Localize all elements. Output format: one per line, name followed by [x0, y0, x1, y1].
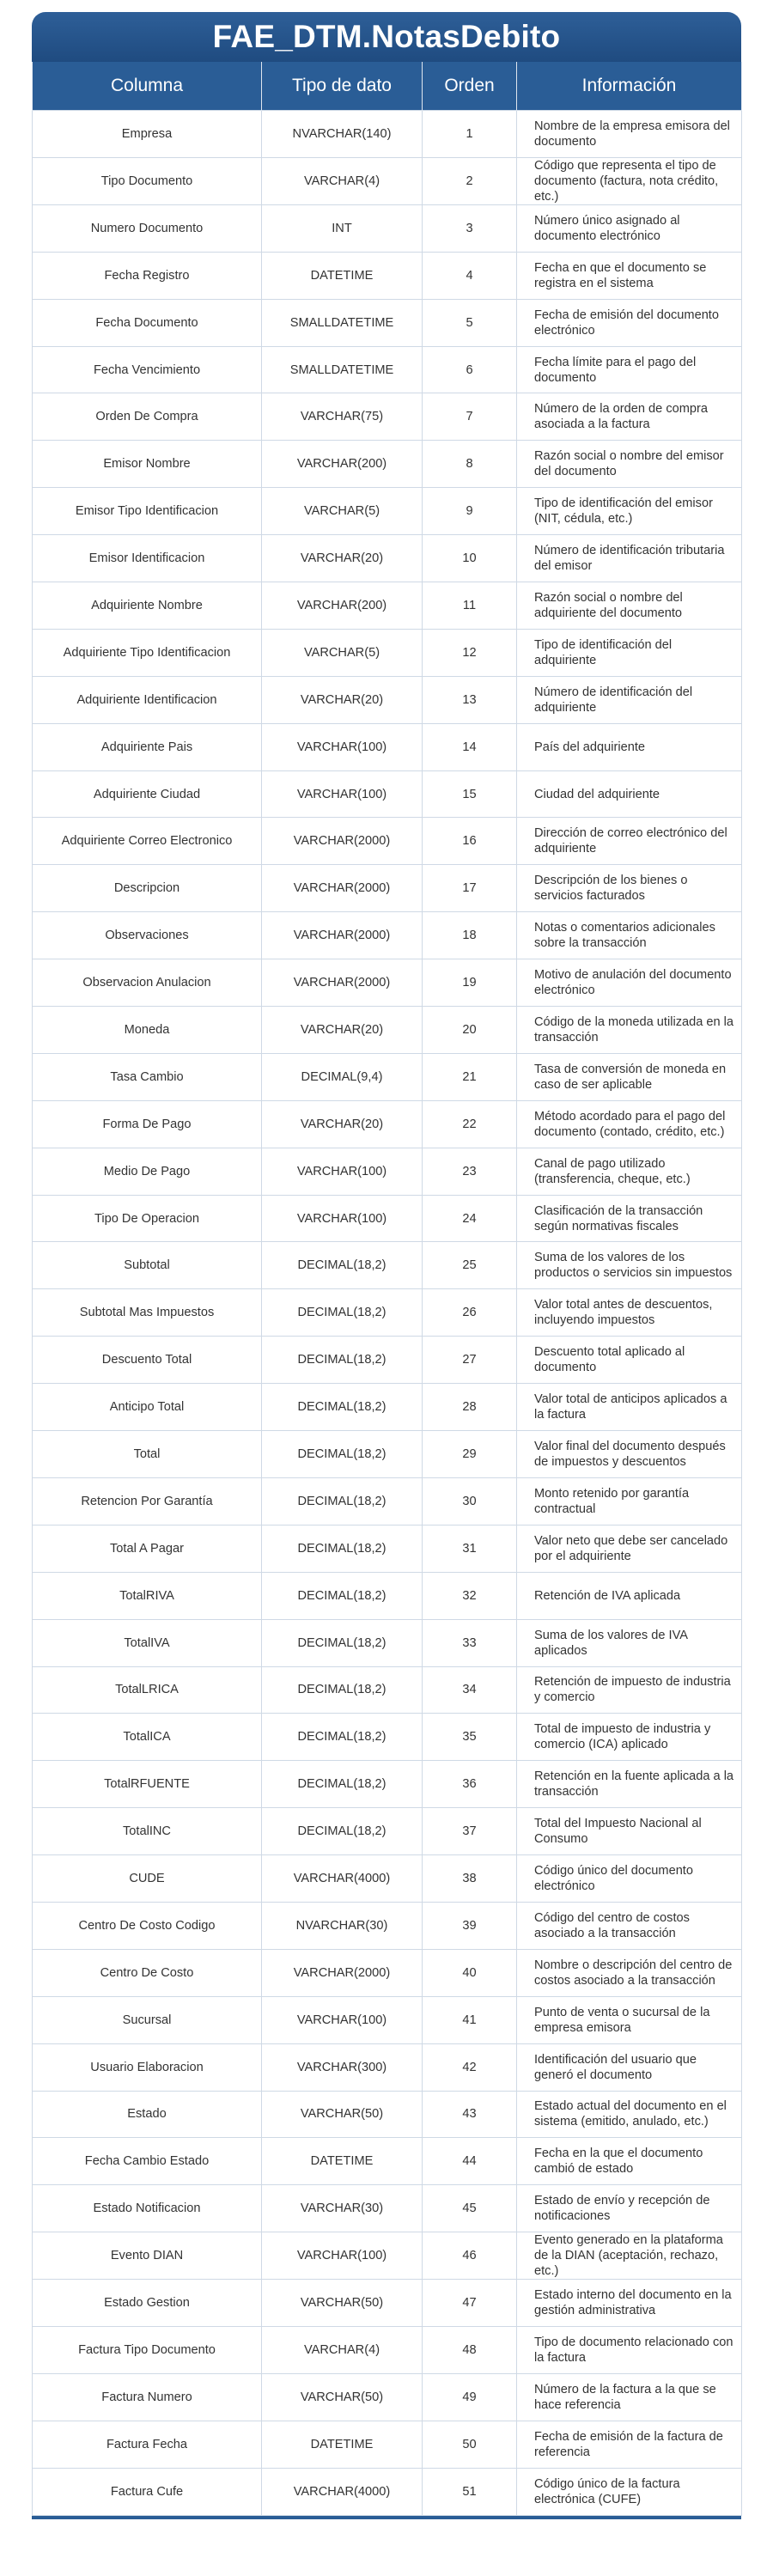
cell-tipo-de-dato: DECIMAL(18,2) — [262, 1572, 423, 1619]
cell-orden: 21 — [423, 1053, 517, 1100]
cell-columna: Orden De Compra — [33, 393, 262, 441]
cell-tipo-de-dato: VARCHAR(2000) — [262, 818, 423, 865]
cell-informacion: Punto de venta o sucursal de la empresa emisora — [517, 1996, 742, 2043]
cell-orden: 18 — [423, 912, 517, 959]
cell-tipo-de-dato: VARCHAR(50) — [262, 2280, 423, 2327]
cell-tipo-de-dato: VARCHAR(100) — [262, 1996, 423, 2043]
cell-informacion: Evento generado en la plataforma de la DIAN (aceptación, rechazo, etc.) — [517, 2232, 742, 2280]
cell-orden: 12 — [423, 629, 517, 676]
table-row — [33, 1053, 742, 1100]
cell-informacion: Fecha límite para el pago del documento — [517, 346, 742, 393]
cell-orden: 23 — [423, 1148, 517, 1195]
table-row — [33, 676, 742, 723]
cell-tipo-de-dato: NVARCHAR(30) — [262, 1902, 423, 1949]
cell-orden: 14 — [423, 723, 517, 770]
cell-tipo-de-dato: VARCHAR(4) — [262, 157, 423, 204]
cell-orden: 17 — [423, 865, 517, 912]
cell-informacion: Razón social o nombre del adquiriente del documento — [517, 582, 742, 630]
cell-informacion: Retención de IVA aplicada — [517, 1572, 742, 1619]
cell-orden: 47 — [423, 2280, 517, 2327]
cell-tipo-de-dato: DECIMAL(18,2) — [262, 1808, 423, 1855]
table-row — [33, 111, 742, 158]
cell-tipo-de-dato: DECIMAL(18,2) — [262, 1477, 423, 1525]
cell-columna: Estado Notificacion — [33, 2185, 262, 2232]
cell-tipo-de-dato: DECIMAL(18,2) — [262, 1242, 423, 1289]
cell-orden: 24 — [423, 1195, 517, 1242]
cell-tipo-de-dato: VARCHAR(100) — [262, 1195, 423, 1242]
cell-tipo-de-dato: DECIMAL(9,4) — [262, 1053, 423, 1100]
cell-columna: Tasa Cambio — [33, 1053, 262, 1100]
cell-tipo-de-dato: DECIMAL(18,2) — [262, 1761, 423, 1808]
cell-orden: 10 — [423, 535, 517, 582]
cell-tipo-de-dato: VARCHAR(4000) — [262, 1855, 423, 1903]
cell-informacion: Código del centro de costos asociado a la transacción — [517, 1902, 742, 1949]
table-row — [33, 2185, 742, 2232]
cell-informacion: Valor final del documento después de impuestos y descuentos — [517, 1431, 742, 1478]
cell-columna: Centro De Costo — [33, 1949, 262, 1996]
cell-tipo-de-dato: INT — [262, 204, 423, 252]
cell-columna: Observacion Anulacion — [33, 959, 262, 1007]
cell-orden: 13 — [423, 676, 517, 723]
cell-orden: 27 — [423, 1337, 517, 1384]
cell-orden: 31 — [423, 1525, 517, 1572]
table-row — [33, 959, 742, 1007]
table-row — [33, 1761, 742, 1808]
cell-orden: 46 — [423, 2232, 517, 2280]
cell-orden: 36 — [423, 1761, 517, 1808]
cell-informacion: Código único del documento electrónico — [517, 1855, 742, 1903]
cell-tipo-de-dato: VARCHAR(50) — [262, 2091, 423, 2138]
cell-orden: 44 — [423, 2138, 517, 2185]
cell-columna: Emisor Identificacion — [33, 535, 262, 582]
cell-tipo-de-dato: VARCHAR(2000) — [262, 912, 423, 959]
table-row — [33, 1289, 742, 1337]
cell-columna: Empresa — [33, 111, 262, 158]
cell-informacion: Clasificación de la transacción según normativas fiscales — [517, 1195, 742, 1242]
cell-tipo-de-dato: VARCHAR(200) — [262, 441, 423, 488]
cell-columna: TotalLRICA — [33, 1666, 262, 1714]
table-row — [33, 299, 742, 346]
cell-columna: Adquiriente Identificacion — [33, 676, 262, 723]
table-row — [33, 865, 742, 912]
cell-columna: Estado — [33, 2091, 262, 2138]
table-row — [33, 2373, 742, 2421]
cell-columna: Emisor Nombre — [33, 441, 262, 488]
columns-table — [32, 62, 742, 2516]
cell-tipo-de-dato: DECIMAL(18,2) — [262, 1525, 423, 1572]
cell-tipo-de-dato: VARCHAR(5) — [262, 488, 423, 535]
cell-informacion: Fecha de emisión del documento electrónico — [517, 299, 742, 346]
cell-columna: Adquiriente Pais — [33, 723, 262, 770]
cell-columna: Fecha Registro — [33, 252, 262, 299]
cell-informacion: Total del Impuesto Nacional al Consumo — [517, 1808, 742, 1855]
cell-informacion: Código único de la factura electrónica (CUFE) — [517, 2468, 742, 2515]
table-row — [33, 393, 742, 441]
cell-orden: 51 — [423, 2468, 517, 2515]
cell-informacion: Método acordado para el pago del documento (contado, crédito, etc.) — [517, 1100, 742, 1148]
cell-informacion: Descripción de los bienes o servicios facturados — [517, 865, 742, 912]
cell-informacion: Fecha en que el documento se registra en el sistema — [517, 252, 742, 299]
table-row — [33, 1808, 742, 1855]
cell-informacion: Nombre o descripción del centro de costos asociado a la transacción — [517, 1949, 742, 1996]
cell-columna: Fecha Cambio Estado — [33, 2138, 262, 2185]
cell-columna: Numero Documento — [33, 204, 262, 252]
cell-orden: 26 — [423, 1289, 517, 1337]
cell-informacion: Razón social o nombre del emisor del documento — [517, 441, 742, 488]
cell-informacion: Descuento total aplicado al documento — [517, 1337, 742, 1384]
table-row — [33, 1195, 742, 1242]
cell-orden: 33 — [423, 1619, 517, 1666]
cell-columna: Fecha Vencimiento — [33, 346, 262, 393]
table-row — [33, 582, 742, 630]
cell-informacion: Fecha en la que el documento cambió de estado — [517, 2138, 742, 2185]
cell-tipo-de-dato: VARCHAR(2000) — [262, 865, 423, 912]
table-row — [33, 1148, 742, 1195]
cell-tipo-de-dato: DECIMAL(18,2) — [262, 1666, 423, 1714]
table-row — [33, 2280, 742, 2327]
table-container — [32, 12, 741, 2519]
cell-orden: 22 — [423, 1100, 517, 1148]
cell-informacion: Nombre de la empresa emisora del documento — [517, 111, 742, 158]
cell-orden: 7 — [423, 393, 517, 441]
table-row — [33, 1525, 742, 1572]
cell-columna: Factura Cufe — [33, 2468, 262, 2515]
cell-orden: 49 — [423, 2373, 517, 2421]
cell-columna: Factura Tipo Documento — [33, 2327, 262, 2374]
cell-informacion: Número de identificación tributaria del emisor — [517, 535, 742, 582]
cell-informacion: Monto retenido por garantía contractual — [517, 1477, 742, 1525]
table-row — [33, 252, 742, 299]
table-row — [33, 1949, 742, 1996]
cell-columna: Evento DIAN — [33, 2232, 262, 2280]
table-row — [33, 912, 742, 959]
cell-tipo-de-dato: SMALLDATETIME — [262, 299, 423, 346]
table-row — [33, 1477, 742, 1525]
table-row — [33, 1337, 742, 1384]
header-informacion: Información — [517, 62, 742, 111]
table-row — [33, 723, 742, 770]
cell-informacion: Total de impuesto de industria y comercio (ICA) aplicado — [517, 1714, 742, 1761]
cell-informacion: Valor neto que debe ser cancelado por el adquiriente — [517, 1525, 742, 1572]
cell-tipo-de-dato: VARCHAR(200) — [262, 582, 423, 630]
table-row — [33, 770, 742, 818]
table-row — [33, 1100, 742, 1148]
table-row — [33, 157, 742, 204]
cell-columna: Medio De Pago — [33, 1148, 262, 1195]
cell-informacion: Número único asignado al documento electrónico — [517, 204, 742, 252]
cell-informacion: Dirección de correo electrónico del adquiriente — [517, 818, 742, 865]
table-row — [33, 535, 742, 582]
cell-orden: 16 — [423, 818, 517, 865]
cell-tipo-de-dato: VARCHAR(20) — [262, 1007, 423, 1054]
cell-orden: 8 — [423, 441, 517, 488]
cell-informacion: Notas o comentarios adicionales sobre la transacción — [517, 912, 742, 959]
cell-orden: 2 — [423, 157, 517, 204]
table-row — [33, 1242, 742, 1289]
table-row — [33, 2327, 742, 2374]
cell-tipo-de-dato: DECIMAL(18,2) — [262, 1337, 423, 1384]
cell-columna: Anticipo Total — [33, 1384, 262, 1431]
cell-columna: Subtotal — [33, 1242, 262, 1289]
cell-columna: Tipo Documento — [33, 157, 262, 204]
cell-tipo-de-dato: VARCHAR(20) — [262, 1100, 423, 1148]
cell-columna: Adquiriente Correo Electronico — [33, 818, 262, 865]
table-row — [33, 2138, 742, 2185]
table-row — [33, 2468, 742, 2515]
cell-informacion: Estado interno del documento en la gestión administrativa — [517, 2280, 742, 2327]
cell-orden: 1 — [423, 111, 517, 158]
table-row — [33, 2421, 742, 2468]
header-tipo-de-dato: Tipo de dato — [262, 62, 423, 111]
cell-orden: 41 — [423, 1996, 517, 2043]
table-row — [33, 346, 742, 393]
cell-informacion: Tipo de identificación del emisor (NIT, cédula, etc.) — [517, 488, 742, 535]
table-row — [33, 1902, 742, 1949]
cell-informacion: Retención en la fuente aplicada a la transacción — [517, 1761, 742, 1808]
cell-informacion: Valor total antes de descuentos, incluyendo impuestos — [517, 1289, 742, 1337]
cell-tipo-de-dato: VARCHAR(4) — [262, 2327, 423, 2374]
cell-orden: 19 — [423, 959, 517, 1007]
cell-informacion: Suma de los valores de los productos o servicios sin impuestos — [517, 1242, 742, 1289]
cell-columna: Fecha Documento — [33, 299, 262, 346]
cell-tipo-de-dato: VARCHAR(75) — [262, 393, 423, 441]
cell-informacion: Suma de los valores de IVA aplicados — [517, 1619, 742, 1666]
cell-informacion: Tipo de documento relacionado con la factura — [517, 2327, 742, 2374]
cell-informacion: Número de la factura a la que se hace referencia — [517, 2373, 742, 2421]
cell-informacion: Tipo de identificación del adquiriente — [517, 629, 742, 676]
cell-columna: TotalIVA — [33, 1619, 262, 1666]
cell-tipo-de-dato: VARCHAR(2000) — [262, 959, 423, 1007]
cell-tipo-de-dato: VARCHAR(4000) — [262, 2468, 423, 2515]
cell-tipo-de-dato: DECIMAL(18,2) — [262, 1384, 423, 1431]
cell-tipo-de-dato: VARCHAR(30) — [262, 2185, 423, 2232]
cell-informacion: Estado actual del documento en el sistema (emitido, anulado, etc.) — [517, 2091, 742, 2138]
header-columna: Columna — [33, 62, 262, 111]
cell-orden: 43 — [423, 2091, 517, 2138]
cell-orden: 32 — [423, 1572, 517, 1619]
cell-informacion: Canal de pago utilizado (transferencia, cheque, etc.) — [517, 1148, 742, 1195]
cell-columna: TotalRFUENTE — [33, 1761, 262, 1808]
table-body — [33, 111, 742, 2516]
table-row — [33, 629, 742, 676]
table-row — [33, 1666, 742, 1714]
cell-orden: 50 — [423, 2421, 517, 2468]
cell-tipo-de-dato: VARCHAR(300) — [262, 2043, 423, 2091]
cell-columna: Centro De Costo Codigo — [33, 1902, 262, 1949]
cell-columna: Total A Pagar — [33, 1525, 262, 1572]
cell-orden: 3 — [423, 204, 517, 252]
cell-orden: 35 — [423, 1714, 517, 1761]
cell-informacion: Ciudad del adquiriente — [517, 770, 742, 818]
cell-orden: 20 — [423, 1007, 517, 1054]
table-row — [33, 441, 742, 488]
table-row — [33, 488, 742, 535]
cell-orden: 5 — [423, 299, 517, 346]
cell-orden: 38 — [423, 1855, 517, 1903]
table-row — [33, 1007, 742, 1054]
cell-orden: 29 — [423, 1431, 517, 1478]
cell-orden: 30 — [423, 1477, 517, 1525]
cell-orden: 37 — [423, 1808, 517, 1855]
cell-tipo-de-dato: DECIMAL(18,2) — [262, 1619, 423, 1666]
cell-columna: Tipo De Operacion — [33, 1195, 262, 1242]
cell-tipo-de-dato: VARCHAR(20) — [262, 676, 423, 723]
cell-columna: Factura Numero — [33, 2373, 262, 2421]
cell-tipo-de-dato: VARCHAR(100) — [262, 770, 423, 818]
cell-tipo-de-dato: VARCHAR(100) — [262, 1148, 423, 1195]
table-row — [33, 1714, 742, 1761]
table-row — [33, 1384, 742, 1431]
cell-orden: 25 — [423, 1242, 517, 1289]
cell-informacion: Tasa de conversión de moneda en caso de ser aplicable — [517, 1053, 742, 1100]
cell-orden: 9 — [423, 488, 517, 535]
cell-tipo-de-dato: VARCHAR(2000) — [262, 1949, 423, 1996]
cell-informacion: Código de la moneda utilizada en la transacción — [517, 1007, 742, 1054]
cell-tipo-de-dato: VARCHAR(100) — [262, 2232, 423, 2280]
table-row — [33, 2232, 742, 2280]
cell-informacion: Fecha de emisión de la factura de referencia — [517, 2421, 742, 2468]
cell-tipo-de-dato: VARCHAR(20) — [262, 535, 423, 582]
table-row — [33, 1996, 742, 2043]
cell-orden: 28 — [423, 1384, 517, 1431]
cell-informacion: Retención de impuesto de industria y comercio — [517, 1666, 742, 1714]
page-title: FAE_DTM.NotasDebito — [32, 12, 741, 62]
cell-columna: Forma De Pago — [33, 1100, 262, 1148]
cell-tipo-de-dato: VARCHAR(50) — [262, 2373, 423, 2421]
cell-columna: Adquiriente Nombre — [33, 582, 262, 630]
cell-informacion: Identificación del usuario que generó el documento — [517, 2043, 742, 2091]
cell-orden: 6 — [423, 346, 517, 393]
cell-orden: 4 — [423, 252, 517, 299]
table-row — [33, 1619, 742, 1666]
cell-columna: Retencion Por Garantía — [33, 1477, 262, 1525]
cell-tipo-de-dato: SMALLDATETIME — [262, 346, 423, 393]
cell-columna: Descripcion — [33, 865, 262, 912]
cell-orden: 48 — [423, 2327, 517, 2374]
cell-orden: 40 — [423, 1949, 517, 1996]
cell-columna: Adquiriente Tipo Identificacion — [33, 629, 262, 676]
table-row — [33, 1431, 742, 1478]
cell-tipo-de-dato: DECIMAL(18,2) — [262, 1431, 423, 1478]
cell-orden: 34 — [423, 1666, 517, 1714]
cell-columna: Estado Gestion — [33, 2280, 262, 2327]
cell-orden: 42 — [423, 2043, 517, 2091]
cell-columna: Observaciones — [33, 912, 262, 959]
cell-columna: Usuario Elaboracion — [33, 2043, 262, 2091]
cell-columna: Adquiriente Ciudad — [33, 770, 262, 818]
table-row — [33, 204, 742, 252]
table-row — [33, 1572, 742, 1619]
cell-tipo-de-dato: DATETIME — [262, 2138, 423, 2185]
header-orden: Orden — [423, 62, 517, 111]
cell-columna: TotalICA — [33, 1714, 262, 1761]
cell-columna: Sucursal — [33, 1996, 262, 2043]
cell-orden: 11 — [423, 582, 517, 630]
cell-orden: 39 — [423, 1902, 517, 1949]
cell-columna: CUDE — [33, 1855, 262, 1903]
table-row — [33, 2091, 742, 2138]
cell-columna: Descuento Total — [33, 1337, 262, 1384]
cell-columna: TotalRIVA — [33, 1572, 262, 1619]
cell-tipo-de-dato: VARCHAR(5) — [262, 629, 423, 676]
cell-orden: 45 — [423, 2185, 517, 2232]
table-row — [33, 818, 742, 865]
cell-informacion: Número de la orden de compra asociada a la factura — [517, 393, 742, 441]
cell-tipo-de-dato: VARCHAR(100) — [262, 723, 423, 770]
cell-tipo-de-dato: DECIMAL(18,2) — [262, 1289, 423, 1337]
cell-informacion: Estado de envío y recepción de notificaciones — [517, 2185, 742, 2232]
table-bottom-border — [32, 2516, 741, 2519]
cell-tipo-de-dato: DATETIME — [262, 2421, 423, 2468]
cell-informacion: Motivo de anulación del documento electrónico — [517, 959, 742, 1007]
cell-informacion: Valor total de anticipos aplicados a la factura — [517, 1384, 742, 1431]
cell-columna: Factura Fecha — [33, 2421, 262, 2468]
cell-columna: Total — [33, 1431, 262, 1478]
table-row — [33, 1855, 742, 1903]
cell-columna: Moneda — [33, 1007, 262, 1054]
cell-informacion: Número de identificación del adquiriente — [517, 676, 742, 723]
cell-columna: Emisor Tipo Identificacion — [33, 488, 262, 535]
table-header-row — [33, 62, 742, 111]
cell-tipo-de-dato: DECIMAL(18,2) — [262, 1714, 423, 1761]
cell-columna: Subtotal Mas Impuestos — [33, 1289, 262, 1337]
cell-informacion: Código que representa el tipo de documento (factura, nota crédito, etc.) — [517, 157, 742, 204]
cell-informacion: País del adquiriente — [517, 723, 742, 770]
cell-orden: 15 — [423, 770, 517, 818]
table-row — [33, 2043, 742, 2091]
cell-tipo-de-dato: DATETIME — [262, 252, 423, 299]
cell-columna: TotalINC — [33, 1808, 262, 1855]
cell-tipo-de-dato: NVARCHAR(140) — [262, 111, 423, 158]
